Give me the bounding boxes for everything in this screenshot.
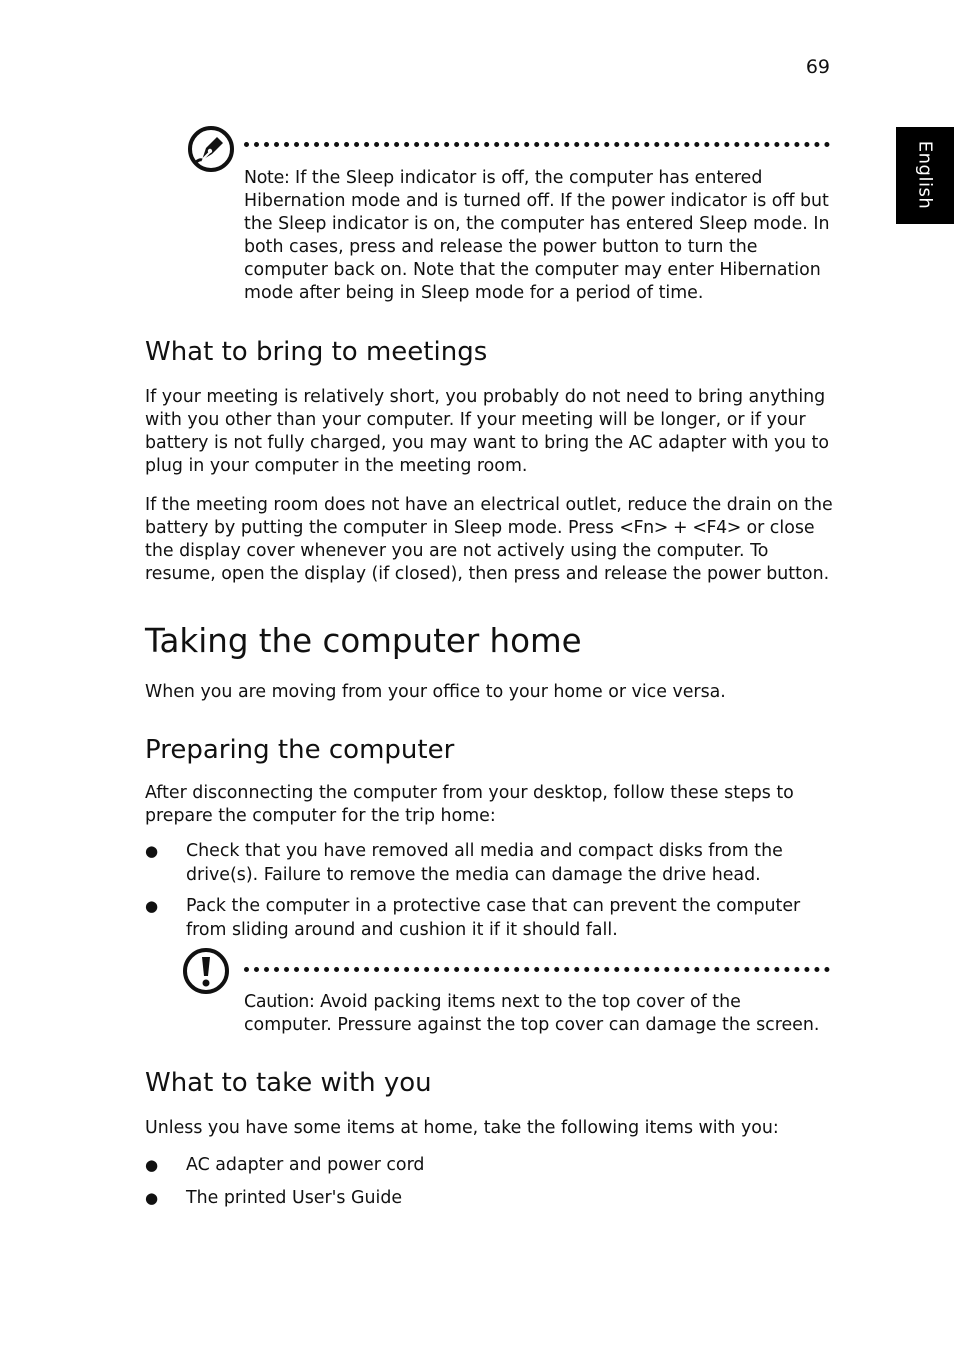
meetings-paragraph-2-start: If the meeting room does not have an electrical outlet, reduce the drain on the battery by putting the computer in Sleep mode. Press [145,495,833,538]
language-tab [896,127,954,224]
list-item-text: The printed User's Guide [186,1188,403,1208]
page-number: 69 [805,56,830,78]
meetings-paragraph-1: If your meeting is relatively short, you probably do not need to bring anything with you other than your computer. If your meeting will be longer, or if your battery is not fully charged, you may want to bring the AC adapter with you to plug in your computer in the meeting room. [145,387,830,476]
list-item-text: Pack the computer in a protective case that can prevent the computer from sliding around and cushion it if it should fall. [186,896,801,940]
preparing-heading: Preparing the computer [145,735,455,765]
keyboard-shortcut: <Fn> + <F4> [619,518,741,538]
caution-divider [244,967,830,972]
meetings-paragraph-2 [145,494,835,586]
home-intro: When you are moving from your office to your home or vice versa. [145,682,726,702]
preparing-intro: After disconnecting the computer from your desktop, follow these steps to prepare the computer for the trip home: [145,783,794,826]
home-heading: Taking the computer home [145,622,582,660]
take-with-heading: What to take with you [145,1068,432,1098]
caution-label: Caution: [244,992,315,1012]
bullet-icon: ● [145,1156,159,1174]
meetings-paragraph-2-end: or close the display cover whenever you are not actively using the computer. To resume, open the display (if closed), then press and release the power button. [145,518,830,584]
bullet-icon: ● [145,842,159,860]
pen-nib-icon [186,124,236,174]
take-with-intro: Unless you have some items at home, take the following items with you: [145,1118,779,1138]
list-item-text: Check that you have removed all media and compact disks from the drive(s). Failure to remove the media can damage the drive head. [186,841,783,885]
bullet-icon: ● [145,1189,159,1207]
note-text [244,167,834,305]
language-tab-label: English [914,140,936,210]
caution-text [244,991,834,1037]
note-body: If the Sleep indicator is off, the computer has entered Hibernation mode and is turned off. If the power indicator is off but the Sleep indicator is on, the computer has entered Sleep mode. In both cases, press and release the power button to turn the computer back on. Note that the computer may enter Hibernation mode after being in Sleep mode for a period of time. [244,168,830,303]
bullet-icon: ● [145,897,159,915]
note-divider [244,142,830,147]
note-label: Note: [244,168,290,188]
meetings-heading: What to bring to meetings [145,337,488,367]
caution-body: Avoid packing items next to the top cover of the computer. Pressure against the top cover can damage the screen. [244,992,820,1035]
exclamation-icon [181,946,231,996]
list-item-text: AC adapter and power cord [186,1155,425,1175]
